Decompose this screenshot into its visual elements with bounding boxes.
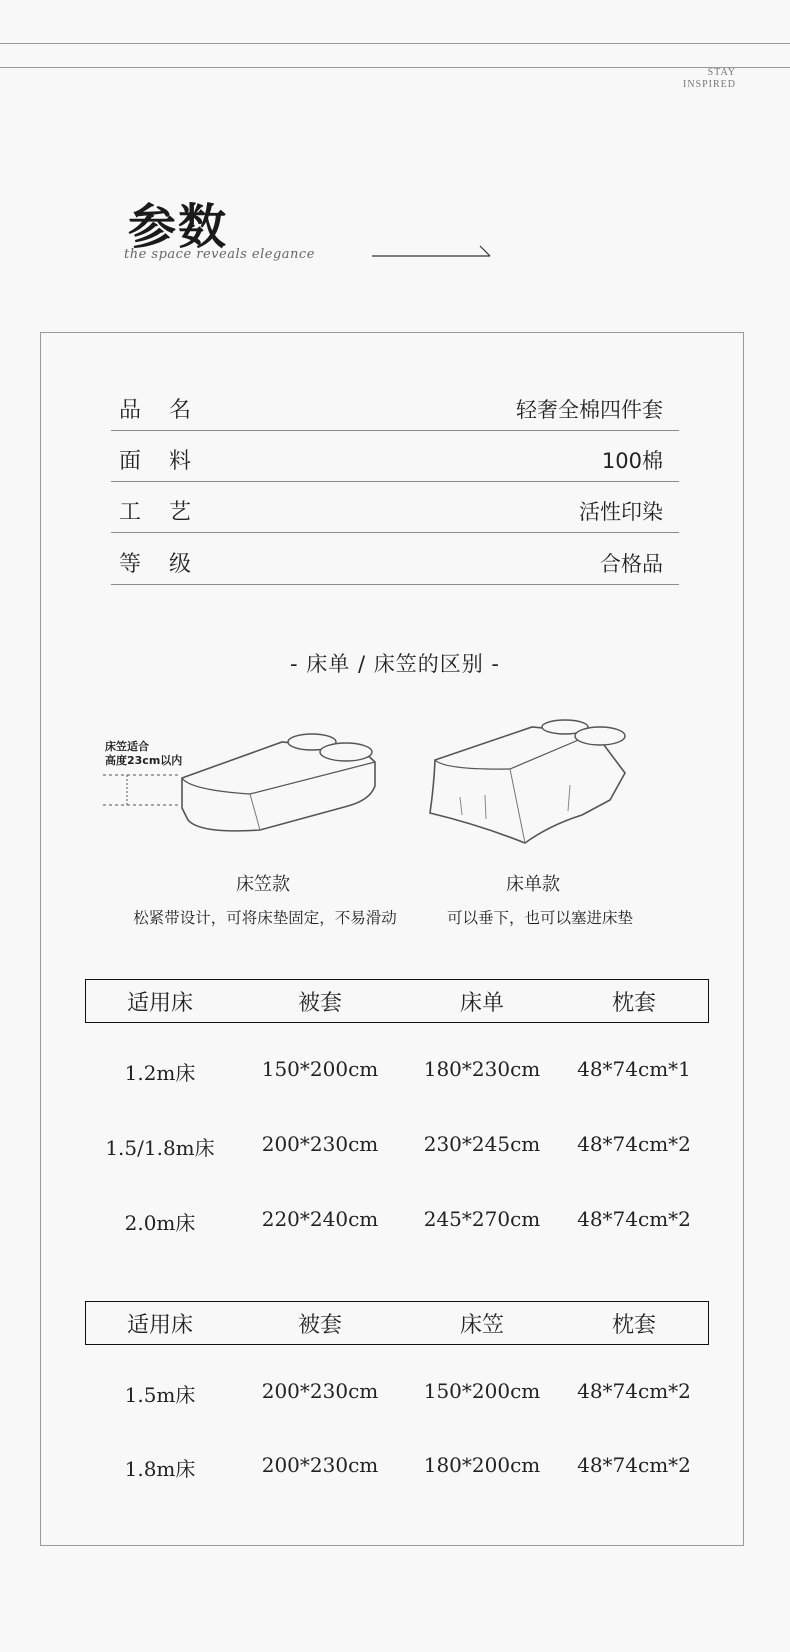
- table-cell: 220*240cm: [261, 1207, 379, 1231]
- spec-label: 等级: [119, 552, 220, 577]
- spec-label: 面料: [119, 449, 220, 474]
- table-header-cell: 适用床: [126, 991, 193, 1016]
- spec-label: 工艺: [119, 500, 220, 525]
- top-rule-2: [0, 67, 790, 68]
- table-cell: 150*200cm: [423, 1379, 541, 1403]
- spec-value: 100棉: [601, 449, 663, 473]
- table-cell: 48*74cm*2: [577, 1453, 691, 1477]
- table-cell: 1.5/1.8m床: [105, 1136, 215, 1160]
- brand-mark: [682, 67, 736, 91]
- fitted-desc: 松紧带设计，可将床垫固定，不易滑动: [133, 909, 397, 927]
- flat-sheet-illustration: [420, 715, 640, 850]
- table-cell: 200*230cm: [261, 1132, 379, 1156]
- table-header-cell: 被套: [297, 991, 342, 1016]
- page-title: 参数: [128, 199, 229, 255]
- flat-caption: 床单款: [506, 874, 560, 895]
- fitted-sheet-illustration: [100, 720, 380, 860]
- table-cell: 1.5m床: [124, 1383, 196, 1407]
- table-cell: 180*230cm: [423, 1057, 541, 1081]
- table-cell: 180*200cm: [423, 1453, 541, 1477]
- spec-value: 活性印染: [579, 500, 663, 524]
- table-cell: 200*230cm: [261, 1379, 379, 1403]
- table-header-cell: 枕套: [611, 1313, 656, 1338]
- table-cell: 230*245cm: [423, 1132, 541, 1156]
- table-cell: 48*74cm*2: [577, 1207, 691, 1231]
- table-header-cell: 被套: [297, 1313, 342, 1338]
- table-cell: 150*200cm: [261, 1057, 379, 1081]
- top-rule: [0, 43, 790, 44]
- table-header-cell: 床单: [459, 991, 504, 1016]
- spec-row: [111, 431, 679, 482]
- page-subtitle: the space reveals elegance: [124, 247, 315, 262]
- table-header-cell: 床笠: [459, 1313, 504, 1338]
- difference-title: - 床单 / 床笠的区别 -: [290, 652, 500, 676]
- arrow-right-icon: [372, 244, 492, 258]
- table-cell: 48*74cm*2: [577, 1132, 691, 1156]
- brand-line-2: INSPIRED: [682, 79, 736, 90]
- table-header-cell: 适用床: [126, 1313, 193, 1338]
- table-cell: 48*74cm*1: [577, 1057, 691, 1081]
- table-cell: 1.2m床: [124, 1061, 196, 1085]
- spec-row: [111, 534, 679, 585]
- table-cell: 48*74cm*2: [577, 1379, 691, 1403]
- table-cell: 245*270cm: [423, 1207, 541, 1231]
- flat-desc: 可以垂下，也可以塞进床垫: [446, 909, 633, 927]
- spec-row: [111, 380, 679, 431]
- spec-value: 合格品: [600, 552, 663, 576]
- table-cell: 1.8m床: [124, 1457, 196, 1481]
- spec-row: [111, 482, 679, 533]
- table-cell: 200*230cm: [261, 1453, 379, 1477]
- brand-line-1: STAY: [707, 67, 736, 78]
- fitted-caption: 床笠款: [236, 874, 290, 895]
- table-header-cell: 枕套: [611, 991, 656, 1016]
- table-cell: 2.0m床: [124, 1211, 196, 1235]
- height-note-line-2: 高度23cm以内: [105, 754, 183, 767]
- height-note-line-1: 床笠适合: [105, 740, 149, 753]
- spec-value: 轻奢全棉四件套: [516, 398, 663, 422]
- spec-label: 品名: [119, 398, 220, 423]
